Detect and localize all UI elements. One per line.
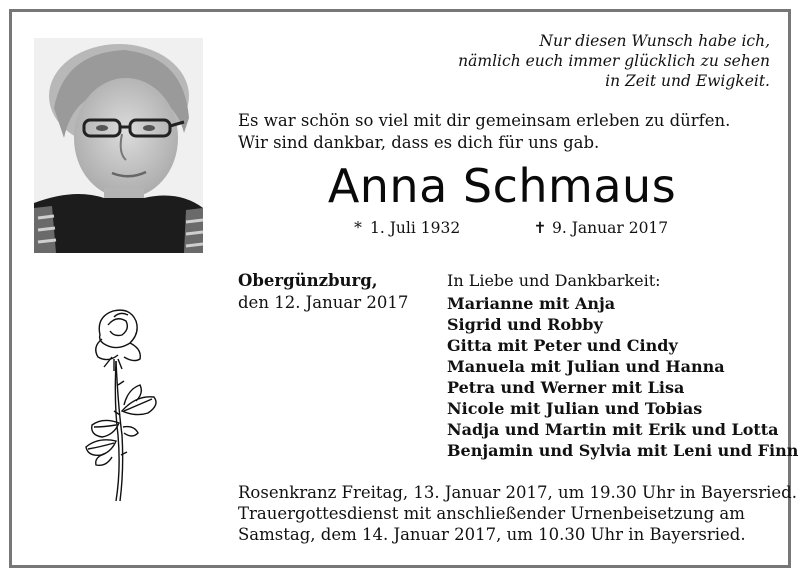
birth-star-icon: * <box>354 219 362 237</box>
life-dates <box>222 217 782 239</box>
cross-icon: ✝ <box>533 219 547 237</box>
mourners-heading: In Liebe und Dankbarkeit: <box>447 271 661 290</box>
service-line: Trauergottesdienst mit anschließender Urnenbeisetzung am <box>238 504 745 523</box>
mourner-entry: Manuela mit Julian und Hanna <box>447 357 725 376</box>
motto-verse <box>430 31 770 91</box>
notice-date: den 12. Januar 2017 <box>238 293 409 312</box>
mourner-entry: Sigrid und Robby <box>447 315 603 334</box>
portrait-photo <box>34 38 203 253</box>
death-date <box>532 217 668 239</box>
intro-text <box>238 110 778 154</box>
deceased-name: Anna Schmaus <box>327 159 677 213</box>
service-line: Samstag, dem 14. Januar 2017, um 10.30 Uhr in Bayersried. <box>238 525 746 544</box>
town-name: Obergünzburg, <box>238 271 378 290</box>
mourner-entry: Gitta mit Peter und Cindy <box>447 336 678 355</box>
rose-ornament <box>78 305 168 505</box>
service-info <box>238 482 797 545</box>
birth-date <box>350 217 460 239</box>
mourner-entry: Benjamin und Sylvia mit Leni und Finn <box>447 441 799 460</box>
intro-line: Wir sind dankbar, dass es dich für uns gab. <box>238 133 600 152</box>
motto-line: Nur diesen Wunsch habe ich, <box>539 32 770 50</box>
mourner-entry: Nicole mit Julian und Tobias <box>447 399 703 418</box>
mourner-entry: Nadja und Martin mit Erik und Lotta <box>447 420 779 439</box>
motto-line: nämlich euch immer glücklich zu sehen <box>458 52 770 70</box>
intro-line: Es war schön so viel mit dir gemeinsam erleben zu dürfen. <box>238 111 731 130</box>
mourner-entry: Marianne mit Anja <box>447 294 616 313</box>
death-date-text: 9. Januar 2017 <box>552 219 669 237</box>
service-line: Rosenkranz Freitag, 13. Januar 2017, um 19.30 Uhr in Bayersried. <box>238 483 797 502</box>
mourner-entry: Petra und Werner mit Lisa <box>447 378 685 397</box>
mourners-list <box>447 270 798 461</box>
birth-date-text: 1. Juli 1932 <box>370 219 461 237</box>
place-and-date <box>238 270 408 314</box>
motto-line: in Zeit und Ewigkeit. <box>605 72 770 90</box>
